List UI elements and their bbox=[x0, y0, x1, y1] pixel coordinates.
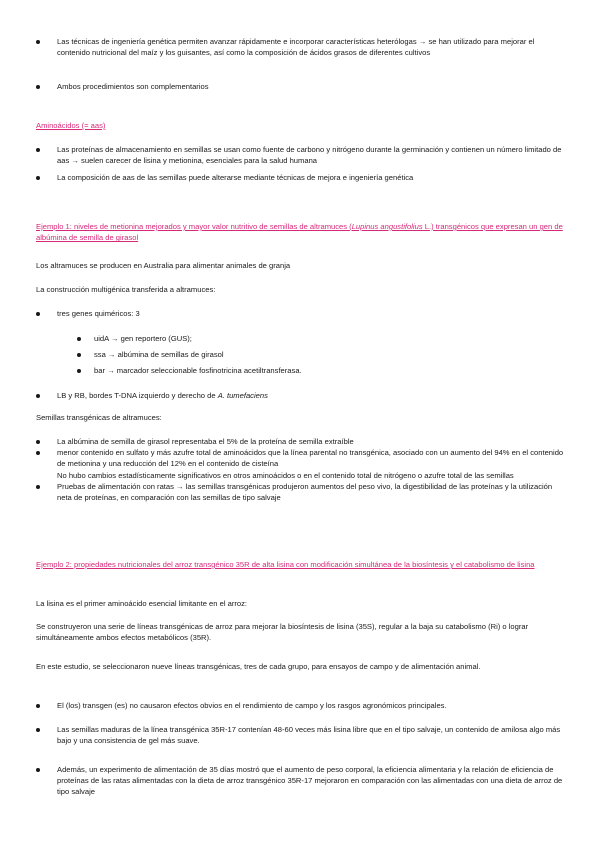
bullet-icon bbox=[77, 353, 81, 357]
bullet-icon bbox=[36, 394, 40, 398]
bullet-icon bbox=[36, 312, 40, 316]
aminoacidos-list bbox=[36, 144, 566, 166]
paragraph: La lisina es el primer aminoácido esencial limitante en el arroz: bbox=[36, 599, 248, 608]
aminoacidos-list-2 bbox=[36, 172, 566, 183]
list-item: Pruebas de alimentación con ratas → las semillas transgénicas produjeron aumentos del peso vivo, la digestibilidad de las proteínas y la utilización neta de proteínas, en comparación con las semillas de tipo salvaje bbox=[36, 481, 566, 503]
intro-list-2 bbox=[36, 81, 566, 92]
bullet-icon bbox=[36, 704, 40, 708]
list-item: Las proteínas de almacenamiento en semillas se usan como fuente de carbono y nitrógeno durante la germinación y contienen un número limitado de aas → suelen carecer de lisina y metionina, esenciales para la salud humana bbox=[36, 144, 566, 166]
results-list bbox=[36, 436, 566, 503]
bullet-icon bbox=[36, 85, 40, 89]
list-item: uidA → gen reportero (GUS); bbox=[77, 333, 557, 344]
section-heading-ejemplo1: Ejemplo 1: niveles de metionina mejorados y mayor valor nutritivo de semillas de altramuces (Lupinus angustifolius L.) transgénicos que expresan un gen de albúmina de semilla de girasol bbox=[36, 222, 563, 243]
paragraph: La construcción multigénica transferida a altramuces: bbox=[36, 285, 216, 294]
list-item: La composición de aas de las semillas puede alterarse mediante técnicas de mejora e ingeniería genética bbox=[36, 172, 566, 183]
bullet-icon bbox=[36, 176, 40, 180]
paragraph: En este estudio, se seleccionaron nueve líneas transgénicas, tres de cada grupo, para ensayos de campo y de alimentación animal. bbox=[36, 662, 481, 671]
section-heading-aminoacidos: Aminoácidos (= aas) bbox=[36, 121, 106, 130]
paragraph: Semillas transgénicas de altramuces: bbox=[36, 413, 162, 422]
list-item: Las técnicas de ingeniería genética permiten avanzar rápidamente e incorporar características heterólogas → se han utilizado para mejorar el contenido nutricional del maíz y los guisantes, así como la composición de ácidos grasos de diferentes cultivos bbox=[36, 36, 566, 58]
bullet-icon bbox=[36, 440, 40, 444]
bullet-icon bbox=[36, 451, 40, 455]
paragraph: Se construyeron una serie de líneas transgénicas de arroz para mejorar la biosíntesis de lisina (35S), regular a la baja su catabolismo (Ri) o lograr simultáneamente ambos efectos metabólicos (35R). bbox=[36, 622, 529, 643]
intro-list bbox=[36, 36, 566, 58]
section-heading-ejemplo2: Ejemplo 2: propiedades nutricionales del arroz transgénico 35R de alta lisina con modificación simultánea de la biosíntesis y el catabolismo de lisina bbox=[36, 560, 535, 569]
bullet-icon bbox=[36, 40, 40, 44]
bullet-icon bbox=[36, 148, 40, 152]
bullet-icon bbox=[77, 337, 81, 341]
list-item: El (los) transgen (es) no causaron efectos obvios en el rendimiento de campo y los rasgos agronómicos principales. bbox=[36, 700, 566, 711]
borders-list bbox=[36, 390, 566, 401]
rice-list bbox=[36, 700, 566, 711]
list-item: LB y RB, bordes T-DNA izquierdo y derecho de A. tumefaciens bbox=[36, 390, 566, 401]
list-item: Las semillas maduras de la línea transgénica 35R-17 contenían 48-60 veces más lisina libre que en el tipo salvaje, un contenido de amilosa algo más bajo y una consistencia de gel más suave. bbox=[36, 724, 566, 746]
construct-list bbox=[36, 308, 566, 319]
list-item: tres genes quiméricos: 3 bbox=[36, 308, 566, 319]
list-item: Además, un experimento de alimentación de 35 días mostró que el aumento de peso corporal, la eficiencia alimentaria y la relación de eficiencia de proteínas de las ratas alimentadas con la dieta de arroz transgénico 35R-17 mejoraron en comparación con las alimentadas con una dieta de arroz de tipo salvaje bbox=[36, 764, 566, 798]
rice-list-3 bbox=[36, 764, 566, 798]
list-item: bar → marcador seleccionable fosfinotricina acetiltransferasa. bbox=[77, 365, 557, 376]
bullet-icon bbox=[36, 728, 40, 732]
paragraph: Los altramuces se producen en Australia para alimentar animales de granja bbox=[36, 261, 291, 270]
list-item: ssa → albúmina de semillas de girasol bbox=[77, 349, 557, 360]
bullet-icon bbox=[77, 369, 81, 373]
genes-list bbox=[77, 333, 557, 377]
list-item: La albúmina de semilla de girasol representaba el 5% de la proteína de semilla extraíble bbox=[36, 436, 566, 447]
bullet-icon bbox=[36, 768, 40, 772]
rice-list-2 bbox=[36, 724, 566, 746]
bullet-icon bbox=[36, 485, 40, 489]
list-item: Ambos procedimientos son complementarios bbox=[36, 81, 566, 92]
list-item: menor contenido en sulfato y más azufre total de aminoácidos que la línea parental no transgénica, asociado con un aumento del 94% en el contenido de metionina y una reducción del 12% en el contenido de cisteína No hubo cambios estadísticamente significativos en otros aminoácidos o en el contenido total de nitrógeno o azufre total de las semillas bbox=[36, 447, 566, 481]
